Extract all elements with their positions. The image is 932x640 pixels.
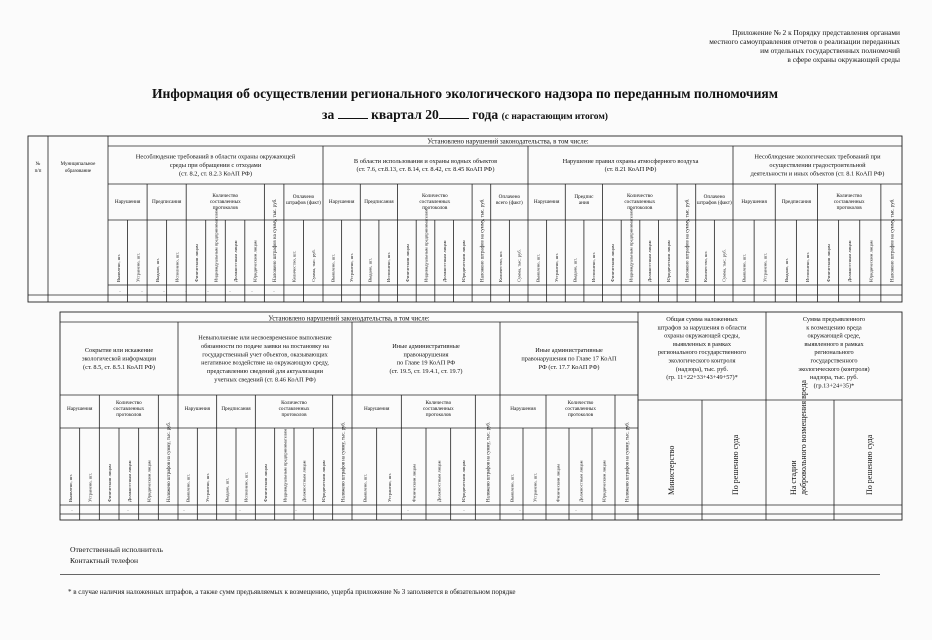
table1-leaf-header: Физическим лицам	[826, 244, 832, 282]
table1-leaf-header: Исполнено, шт.	[386, 251, 392, 282]
table1-leaf-header: Индивидуальным предпринимателям	[213, 208, 219, 282]
table1-leaf-header: Должностным лицам	[847, 240, 853, 282]
table1-protocols-header: составленных	[419, 199, 451, 205]
table2-protocols-header: составленных	[422, 406, 454, 412]
table2-protocols-header: протоколов	[281, 412, 307, 418]
table2-voluntary-col: На стадии	[789, 460, 798, 495]
table2-court-col: По решению суда	[731, 434, 740, 495]
table1-leaf-header: Выявлено, шт.	[330, 253, 336, 282]
table1-group-title: В области использования и охраны водных объектов	[353, 157, 498, 165]
table2-group-title: представлению сведений для актуализации	[207, 368, 323, 376]
table1-leaf-header: Юридическим лицам	[460, 240, 466, 282]
table1-leaf-header: Устранено, шт.	[762, 252, 768, 282]
table1-prescriptions-header: ания	[578, 200, 590, 206]
table1-leaf-header: Устранено, шт.	[135, 252, 141, 282]
table1-leaf-header: Устранено, шт.	[348, 252, 354, 282]
table2-fines-header: Наложено штрафов на сумму, тыс. руб.	[625, 421, 631, 502]
table1-paid-header: Оплачено	[292, 194, 315, 200]
table2-leaf-header: Физическим лицам	[555, 464, 561, 502]
table2-protocols-header: протоколов	[116, 412, 142, 418]
table1-leaf-header: Выявлено, шт.	[535, 253, 541, 282]
table2-number-mark: .	[183, 508, 185, 513]
table1-leaf-header: Сумма, тыс. руб.	[721, 249, 727, 282]
period-quarter: квартал 20	[371, 107, 439, 122]
table1-protocols-header: составленных	[209, 199, 241, 205]
table2-voluntary-col: добровольного возмещения вреда	[799, 380, 808, 495]
table1-leaf-header: Количество, шт.	[498, 250, 504, 282]
table2-protocols-header: протоколов	[567, 412, 594, 418]
table1-leaf-header: Сумма, тыс. руб.	[516, 249, 522, 282]
table2-leaf-header: Должностным лицам	[436, 460, 442, 502]
table2-leaf-header: Выявлено, шт.	[67, 473, 73, 502]
table2-damage-header: к возмещению вреда	[806, 324, 862, 332]
table2-group-title: учетных сведений (ст. 8.46 КоАП РФ)	[214, 376, 316, 384]
table1-group-title: (ст. 7.6, ст.8.13, ст. 8.14, ст. 8.42, ст. 8.45 КоАП РФ)	[356, 166, 495, 174]
table2-total-fines-header: экологического контроля	[668, 357, 736, 365]
table1-leaf-header: Должностным лицам	[233, 240, 239, 282]
table1-subgroup-header: Нарушения	[741, 199, 767, 205]
table2-subgroup-header: Предписания	[221, 406, 251, 412]
footnote: * в случае наличия наложенных штрафов, а также сумм предъявляемых к возмещению, ущерба приложение № 3 заполняется в обязательном порядке	[68, 588, 516, 596]
header-note-line: им отдельных государственных полномочий	[760, 46, 900, 55]
table1-col-mo-label: образование	[64, 169, 92, 174]
table2-leaf-header: Физическим лицам	[263, 464, 268, 502]
header-note-line: Приложение № 2 к Порядку представления органами	[732, 28, 900, 37]
table1-protocols-header: протоколов	[212, 205, 238, 211]
table2-leaf-header: Должностным лицам	[126, 460, 132, 502]
table1-subgroup-header: Нарушения	[114, 199, 141, 205]
table1-leaf-header: Физическим лицам	[193, 244, 199, 282]
table1-subgroup-header: Нарушения	[328, 199, 355, 205]
table2-leaf-header: Исполнено, шт.	[243, 471, 249, 502]
table1-protocols-header: протоколов	[627, 205, 653, 211]
table2-leaf-header: Устранено, шт.	[532, 472, 538, 502]
table2-group-title: Сокрытие или искажение	[84, 347, 154, 355]
table1-paid-header: штрафов (факт)	[696, 200, 732, 206]
table2-leaf-header: Юридическим лицам	[461, 460, 466, 502]
table1-leaf-header: Устранено, шт.	[553, 252, 559, 282]
table1-col-number-label: №	[35, 162, 41, 167]
table2-damage-header: Сумма предъявленного	[802, 316, 866, 323]
period-year: года	[472, 107, 499, 122]
table1-paid-header: штрафов (факт)	[286, 200, 321, 206]
table2-leaf-header: Устранено, шт.	[205, 472, 210, 502]
table2-total-fines-header: охраны окружающей среды,	[664, 332, 740, 340]
table1-leaf-header: Сумма, тыс. руб.	[311, 249, 317, 282]
table2-total-fines-header: штрафов за нарушения в области	[657, 324, 747, 332]
table1-group-title: (ст. 8.2, ст. 8.2.3 КоАП РФ)	[179, 170, 252, 178]
table2-group-title: обязанности по подаче заявки на постановку на	[201, 342, 329, 350]
table1-prescriptions-header: Предпис	[574, 194, 594, 200]
table1-fines-header: Наложено штрафов на сумму, тыс. руб.	[685, 198, 691, 282]
table1-col-mo-label: Муниципальное	[60, 162, 96, 167]
table2-damage-header: государственного	[810, 357, 858, 365]
table2-leaf-header: Должностным лицам	[578, 460, 584, 502]
table1-group-title: Несоблюдение требований в области охраны окружающей	[135, 153, 296, 161]
table1-leaf-header: Юридическим лицам	[868, 240, 874, 282]
table2-subgroup-header: Нарушения	[510, 406, 536, 412]
table1-group-title: деятельности и иных объектов (ст. 8.1 КоАП РФ)	[750, 170, 885, 178]
table2-total-fines-header: Общая сумма наложенных	[666, 316, 738, 323]
period-note: (с нарастающим итогом)	[501, 112, 608, 122]
table2-damage-header: регионального	[814, 349, 854, 357]
table2-top-header: Установлено нарушений законодательства, в том числе:	[268, 315, 430, 323]
table1-leaf-header: Индивидуальным предпринимателям	[628, 208, 634, 282]
table2-group-title: по Главе 19 КоАП РФ	[396, 359, 456, 367]
table2-damage-header: окружающей среде,	[807, 332, 861, 340]
header-note-line: местного самоуправления отчетов о реализации переданных	[709, 37, 900, 46]
table1-top-header: Установлено нарушений законодательства, в том числе:	[427, 138, 589, 146]
table2-group-title: экологической информации	[81, 355, 157, 363]
table2-ministry-col: Министерство	[667, 445, 676, 495]
period-prefix: за	[322, 107, 335, 122]
table1-leaf-header: Исполнено, шт.	[804, 251, 810, 282]
table1-leaf-header: Выдано, шт.	[783, 258, 789, 282]
table2-group-title: Невыполнение или несвоевременное выполнение	[198, 334, 332, 342]
table1-col-number-label: п/п	[34, 169, 42, 174]
table1-number-mark: .	[185, 289, 187, 294]
table1-leaf-header: Исполнено, шт.	[591, 251, 597, 282]
table2-protocols-header: составленных	[278, 406, 310, 412]
table1-subgroup-header: Предписания	[151, 199, 182, 205]
executor-label: Ответственный исполнитель	[70, 545, 163, 554]
table1-subgroup-header: Нарушения	[533, 199, 560, 205]
table2-total-fines-header: (гр. 11+22+33+43+49+57)*	[666, 374, 738, 382]
table1-group-title: осуществлении градостроительной	[769, 162, 866, 169]
table2-court2-col: По решению суда	[865, 434, 874, 495]
table1-leaf-header: Выдано, шт.	[154, 258, 160, 282]
table2-leaf-header: Индивидуальным предпринимателям	[282, 428, 288, 502]
table2-group-title: негативное воздействие на окружающую среду,	[201, 359, 329, 367]
table1-paid-header: Оплачено	[703, 194, 726, 200]
table2-damage-header: надзора, тыс. руб.	[810, 374, 858, 382]
table2-fines-header: Наложено штрафов на сумму, тыс. руб.	[341, 421, 347, 502]
table1-subgroup-header: Предписания	[364, 199, 394, 205]
table2-group-title: государственный учет объектов, оказывающих	[202, 351, 328, 359]
table2-leaf-header: Юридическим лицам	[321, 460, 326, 502]
table2-protocols-header: Количество	[567, 400, 594, 406]
table2-damage-header: выявленного в рамках	[804, 340, 864, 348]
table2-group-title: РФ (ст. 17.7 КоАП РФ)	[538, 363, 600, 371]
table2-fines-header: Наложено штрафов на сумму, тыс. руб.	[486, 421, 492, 502]
table1-protocols-header: Количество	[626, 193, 653, 199]
table1-leaf-header: Исполнено, шт.	[174, 251, 180, 282]
table1-group-title: Нарушение правил охраны атмосферного воздуха	[562, 157, 699, 165]
table1-protocols-header: Количество	[212, 193, 239, 199]
table1-number-mark: .	[273, 289, 275, 294]
table2-leaf-header: Должностным лицам	[301, 460, 307, 502]
table1-number-mark: .	[163, 289, 165, 294]
table1-protocols-header: протоколов	[836, 205, 862, 211]
table2-total-fines-header: выявленных в рамках	[672, 340, 732, 348]
table2-group-title: правонарушения	[403, 351, 449, 359]
table2-number-mark: .	[463, 508, 465, 513]
table1-group-title: Несоблюдение экологических требований при	[754, 153, 881, 161]
table2-group-title: правонарушения по Главе 17 КоАП	[521, 355, 617, 363]
table1-leaf-header: Физическим лицам	[404, 244, 410, 282]
table1-leaf-header: Должностным лицам	[647, 240, 653, 282]
table2-number-mark: .	[407, 508, 409, 513]
table2-protocols-header: Количество	[425, 400, 452, 406]
table1-leaf-header: Юридическим лицам	[665, 240, 671, 282]
table2-number-mark: .	[239, 508, 241, 513]
table2-fines-header: Наложено штрафов на сумму, тыс. руб.	[167, 421, 173, 502]
table1-fines-header: Наложено штрафов на сумму, тыс. руб.	[890, 198, 896, 282]
phone-label: Контактный телефон	[70, 556, 139, 565]
table1-subgroup-header: Предписания	[781, 199, 812, 205]
table2-leaf-header: Физическим лицам	[107, 464, 113, 502]
table2-leaf-header: Устранено, шт.	[387, 472, 392, 502]
table1-number-mark: .	[251, 289, 253, 294]
table2-number-mark: .	[295, 508, 297, 513]
table2-total-fines-header: регионального государственного	[657, 349, 747, 357]
table2-number-mark: .	[575, 508, 577, 513]
table1-group-title: (ст. 8.21 КоАП РФ)	[604, 166, 657, 174]
table2-group-title: Иные административные	[392, 342, 460, 350]
table2-protocols-header: протоколов	[425, 412, 451, 418]
table1-leaf-header: Выдано, шт.	[572, 258, 578, 282]
table2-number-mark: .	[127, 508, 129, 513]
table2-protocols-header: Количество	[115, 400, 142, 406]
table1-leaf-header: Индивидуальным предпринимателям	[423, 208, 429, 282]
table2-number-mark: .	[519, 508, 521, 513]
table1-protocols-header: составленных	[833, 199, 865, 205]
table2-number-mark: .	[71, 508, 73, 513]
table1-fines-header: Наложено штрафов на сумму, тыс. руб.	[480, 198, 486, 282]
table1-protocols-header: Количество	[421, 193, 448, 199]
table2-leaf-header: Выявлено, шт.	[362, 473, 368, 502]
table1-leaf-header: Выдано, шт.	[367, 258, 373, 282]
page-title: Информация об осуществлении регионального экологического надзора по переданным полномочиям	[151, 86, 779, 101]
table2-protocols-header: Количество	[281, 400, 307, 406]
table1-leaf-header: Количество, шт.	[703, 250, 709, 282]
table1-number-mark: .	[229, 289, 231, 294]
table1-number-mark: .	[141, 289, 143, 294]
table1-leaf-header: Выявлено, шт.	[115, 253, 121, 282]
table2-subgroup-header: Нарушения	[363, 406, 390, 412]
table2-leaf-header: Физическим лицам	[411, 464, 417, 502]
table1-group-title: среды при обращении с отходами	[169, 162, 262, 169]
table2-subgroup-header: Нарушения	[184, 406, 211, 412]
table1-leaf-header: Количество, шт.	[291, 250, 297, 282]
table2-leaf-header: Юридическим лицам	[146, 460, 152, 502]
table2-group-title: (ст. 19.5, ст. 19.4.1, ст. 19.7)	[389, 368, 463, 376]
table1-leaf-header: Юридическим лицам	[252, 240, 258, 282]
table2-protocols-header: составленных	[113, 406, 145, 412]
table2-leaf-header: Выявлено, шт.	[509, 473, 515, 502]
table1-protocols-header: Количество	[836, 193, 863, 199]
footnote-divider	[60, 574, 880, 575]
table2-group-title: Иные административные	[535, 347, 603, 355]
table2-leaf-header: Выявлено, шт.	[185, 473, 191, 502]
table2-number-mark: .	[351, 508, 353, 513]
table2-leaf-header: Юридическим лицам	[601, 460, 607, 502]
table2-total-fines-header: (надзора), тыс. руб.	[675, 365, 729, 373]
table2-protocols-header: составленных	[565, 406, 596, 412]
table1-protocols-header: составленных	[624, 199, 656, 205]
table1-protocols-header: протоколов	[422, 205, 448, 211]
table2-damage-header: экологического (контроля)	[798, 365, 870, 373]
header-note-line: в сфере охраны окружающей среды	[787, 55, 900, 64]
table2-group-title: (ст. 8.5, ст. 8.5.1 КоАП РФ)	[83, 363, 155, 371]
table2-subgroup-header: Нарушения	[66, 406, 93, 412]
table2-leaf-header: Выдано, шт.	[224, 478, 230, 502]
table1-leaf-header: Должностным лицам	[442, 240, 448, 282]
table2-leaf-header: Устранено, шт.	[87, 472, 93, 502]
table1-leaf-header: Выявлено, шт.	[741, 253, 747, 282]
table1-number-mark: .	[207, 289, 209, 294]
table1-number-mark: .	[119, 289, 121, 294]
table2-damage-header: (гр.13+24+35)*	[813, 382, 855, 390]
table1-fines-header: Наложено штрафов на сумму, тыс. руб.	[273, 198, 279, 282]
table1-paid-header: всего (факт)	[495, 200, 523, 206]
table1-leaf-header: Физическим лицам	[609, 244, 615, 282]
table1-paid-header: Оплачено	[498, 194, 521, 200]
